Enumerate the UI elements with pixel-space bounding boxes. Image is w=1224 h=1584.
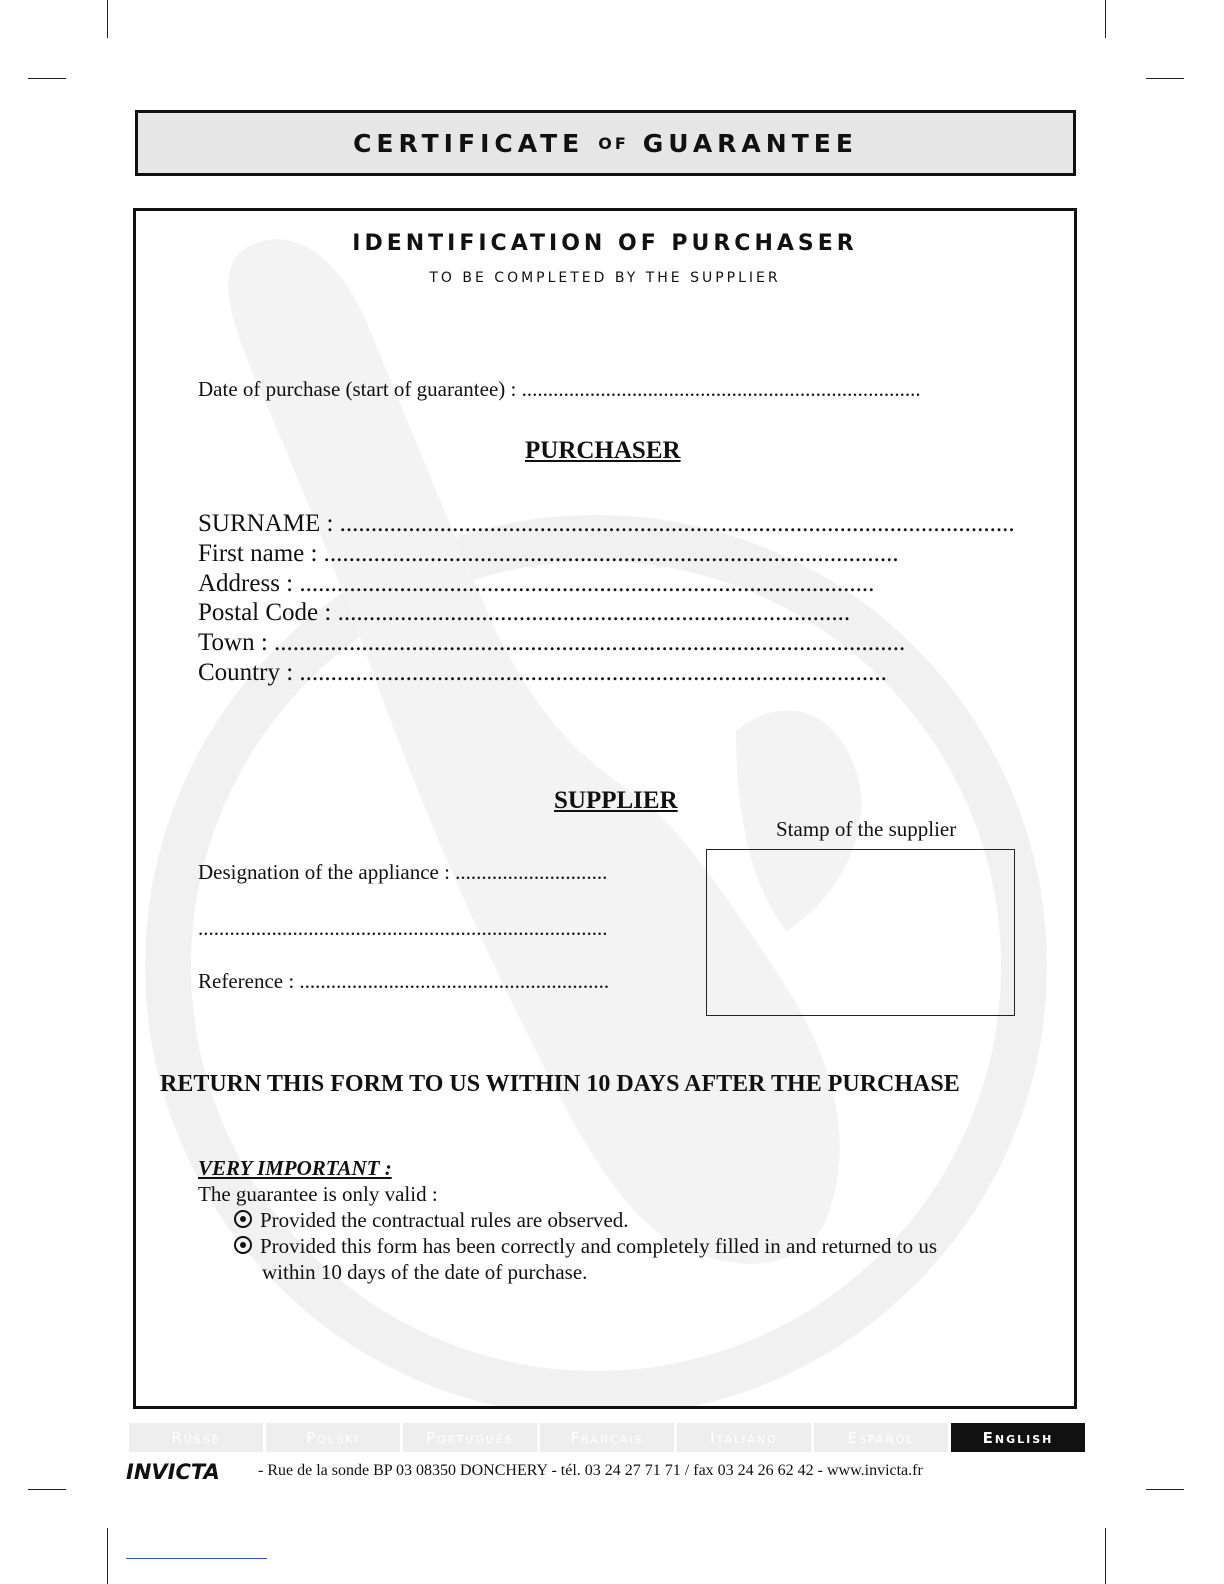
first-name-field[interactable]: First name : ............................................................................................	[198, 540, 899, 567]
surname-field[interactable]: SURNAME : ............................................................................................................	[198, 510, 1015, 537]
guarantee-intro: The guarantee is only valid :	[198, 1182, 438, 1206]
date-of-purchase-field[interactable]: Date of purchase (start of guarantee) : ............................................................................	[198, 377, 921, 401]
condition-item	[234, 1234, 937, 1259]
supplier-title: SUPPLIER	[554, 787, 678, 814]
tab-portugues[interactable]: Português	[403, 1423, 537, 1452]
return-notice: RETURN THIS FORM TO US WITHIN 10 DAYS AFTER THE PURCHASE	[160, 1071, 960, 1097]
tab-espanol[interactable]: Español	[814, 1423, 948, 1452]
town-field[interactable]: Town : .....................................................................................................	[198, 629, 906, 656]
condition-text-continued: within 10 days of the date of purchase.	[262, 1260, 588, 1284]
designation-field[interactable]: Designation of the appliance : .............................	[198, 860, 608, 884]
tab-polski[interactable]: Polski	[266, 1423, 400, 1452]
crop-mark	[107, 0, 108, 38]
target-bullet-icon	[234, 1236, 252, 1254]
purchaser-title: PURCHASER	[525, 437, 681, 464]
language-tabs	[129, 1423, 1085, 1452]
crop-mark	[1146, 1489, 1184, 1490]
target-bullet-icon	[234, 1210, 252, 1228]
certificate-title	[135, 110, 1076, 176]
crop-mark	[1146, 78, 1184, 79]
condition-text: Provided this form has been correctly and completely filled in and returned to us	[260, 1234, 938, 1258]
condition-text: Provided the contractual rules are observed.	[260, 1208, 629, 1232]
postal-code-field[interactable]: Postal Code : ..................................................................................	[198, 599, 851, 626]
identification-heading: IDENTIFICATION OF PURCHASER	[352, 231, 858, 256]
designation-field-continued[interactable]: ..............................................................................	[198, 916, 608, 940]
stamp-label: Stamp of the supplier	[776, 817, 957, 841]
crop-mark	[1105, 0, 1106, 38]
divider	[126, 1558, 267, 1559]
crop-mark	[1105, 1528, 1106, 1584]
tab-russe[interactable]: Russe	[129, 1423, 263, 1452]
crop-mark	[107, 1528, 108, 1584]
condition-item	[234, 1208, 629, 1233]
guarantee-form	[133, 208, 1077, 1409]
footer-address: - Rue de la sonde BP 03 08350 DONCHERY - tél. 03 24 27 71 71 / fax 03 24 26 62 42 - www.invicta.fr	[258, 1462, 923, 1479]
identification-subheading: TO BE COMPLETED BY THE SUPPLIER	[429, 270, 781, 286]
crop-mark	[28, 78, 66, 79]
tab-francais[interactable]: Français	[540, 1423, 674, 1452]
title-word-1: CERTIFICATE	[353, 128, 585, 158]
title-word-2: GUARANTEE	[642, 128, 858, 158]
reference-field[interactable]: Reference : ...........................................................	[198, 969, 610, 993]
tab-italiano[interactable]: Italiano	[677, 1423, 811, 1452]
brand-name: INVICTA	[126, 1460, 220, 1484]
country-field[interactable]: Country : ..............................................................................................	[198, 659, 887, 686]
crop-mark	[28, 1489, 66, 1490]
tab-english[interactable]: English	[951, 1423, 1085, 1452]
invicta-logo	[126, 1460, 244, 1484]
address-field[interactable]: Address : ............................................................................................	[198, 570, 875, 597]
title-word-of: OF	[598, 133, 629, 153]
very-important-label: VERY IMPORTANT :	[198, 1156, 392, 1180]
supplier-stamp-box[interactable]	[706, 849, 1015, 1016]
